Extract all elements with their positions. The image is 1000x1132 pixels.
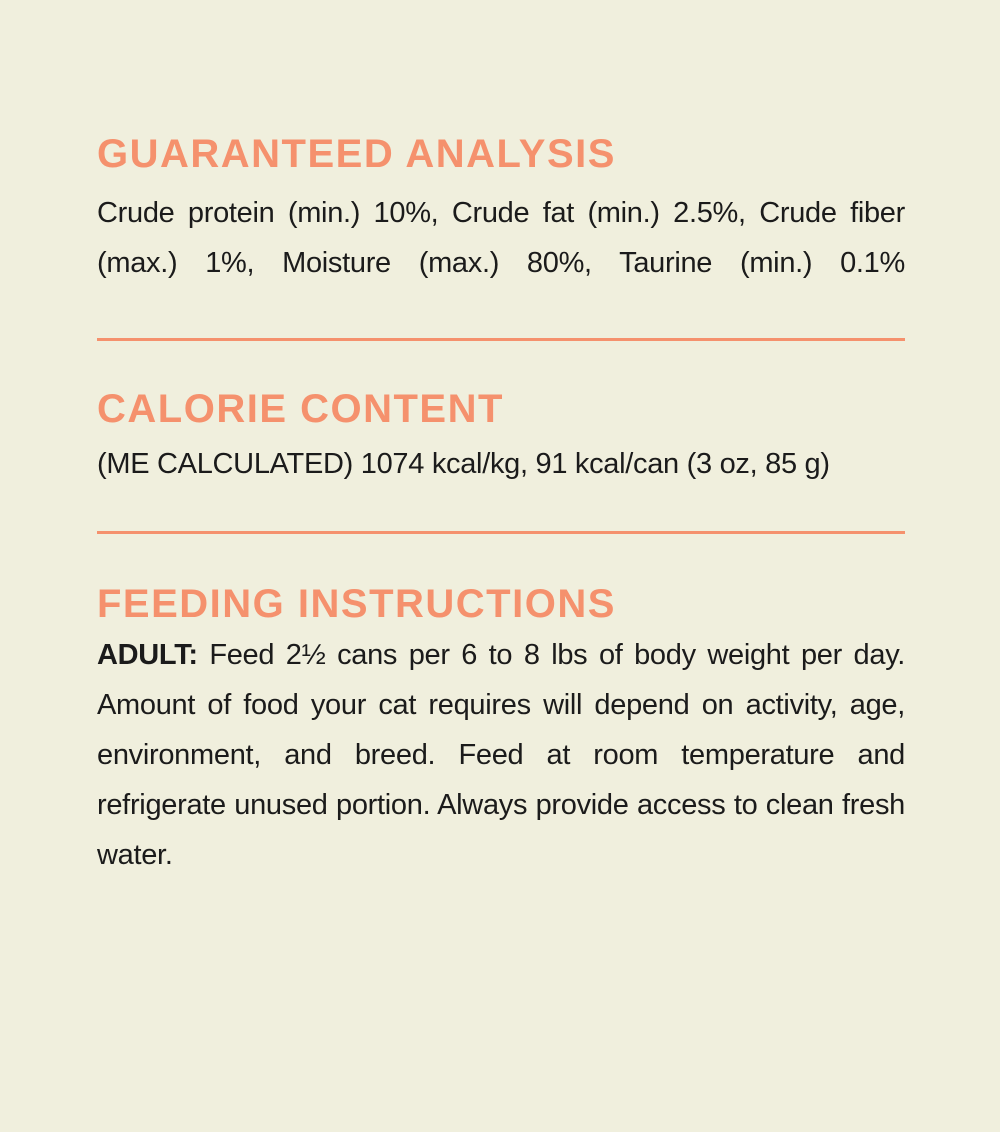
calorie-content-text: (ME CALCULATED) 1074 kcal/kg, 91 kcal/can (3 oz, 85 g) [97,448,830,480]
calorie-content-title: CALORIE CONTENT [97,387,504,431]
feeding-instructions-body: Feed 2½ cans per 6 to 8 lbs of body weight per day. Amount of food your cat requires will depend on activity, age, environment, and breed. Feed at room temperature and refrigerate unused portion. Always provide access to clean fresh water. [97,639,905,871]
guaranteed-analysis-text: Crude protein (min.) 10%, Crude fat (min.) 2.5%, Crude fiber (max.) 1%, Moisture (max.) 80%, Taurine (min.) 0.1% [97,197,905,279]
pet-food-label-panel [0,132,1000,1132]
section-divider [97,338,905,341]
feeding-instructions-text [97,630,905,880]
guaranteed-analysis-title: GUARANTEED ANALYSIS [97,132,616,176]
section-divider [97,531,905,534]
feeding-instructions-title: FEEDING INSTRUCTIONS [97,582,616,626]
adult-label: ADULT: [97,639,198,671]
